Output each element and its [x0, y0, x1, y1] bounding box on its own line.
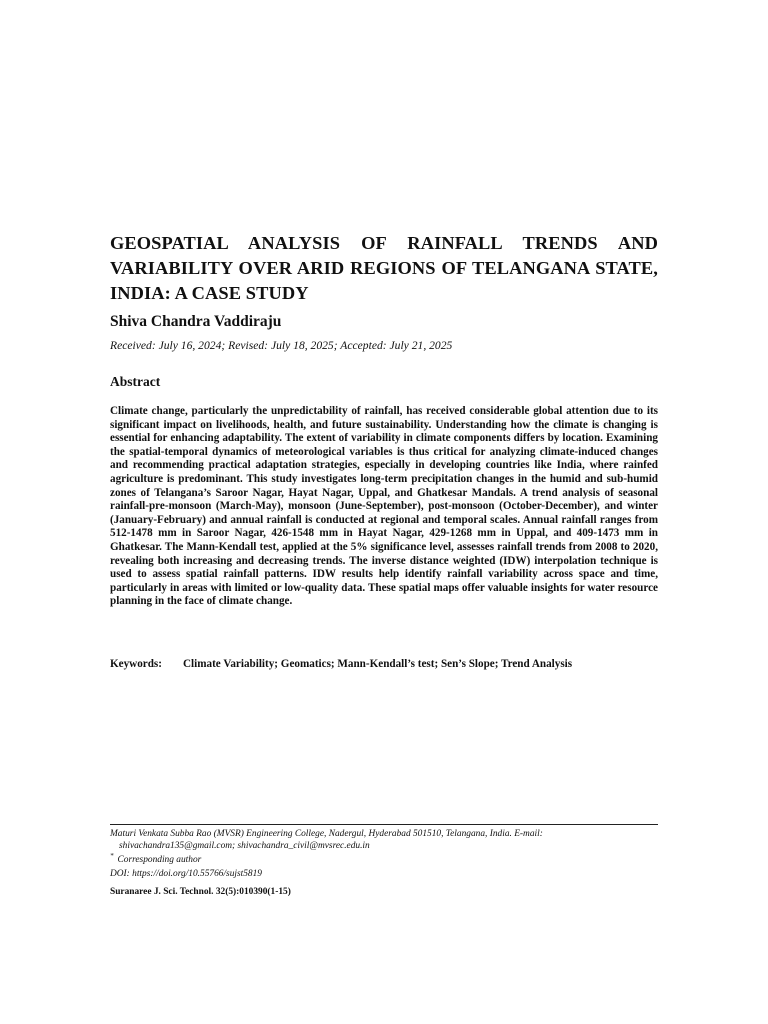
- author-name: Shiva Chandra Vaddiraju: [110, 313, 282, 330]
- keywords-label: Keywords:: [110, 658, 162, 670]
- corresponding-author-text: Corresponding author: [117, 855, 202, 866]
- footnote-divider: [110, 824, 658, 825]
- keywords-values: Climate Variability; Geomatics; Mann-Kendall’s test; Sen’s Slope; Trend Analysis: [183, 658, 573, 670]
- affiliation-text: Maturi Venkata Subba Rao (MVSR) Engineering College, Nadergul, Hyderabad 501510, Telangana, India. E-mail:: [110, 829, 543, 839]
- author-affiliation: [110, 828, 658, 852]
- abstract-heading: Abstract: [110, 374, 161, 389]
- corresponding-asterisk: *: [110, 852, 114, 860]
- publication-dates: Received: July 16, 2024; Revised: July 18, 2025; Accepted: July 21, 2025: [110, 339, 453, 352]
- corresponding-author-note: [110, 850, 201, 866]
- author-emails[interactable]: shivachandra135@gmail.com; shivachandra_civil@mvsrec.edu.in: [119, 841, 370, 851]
- abstract-body: Climate change, particularly the unpredictability of rainfall, has received considerable global attention due to its significant impact on livelihoods, health, and future sustainability. Understanding how the climate is changing is essential for enhancing adaptability. The extent of variability in climate components differs by location. Examining the spatial-temporal dynamics of meteorological variables is thus critical for analyzing climate-induced changes and recommending practical adaptation strategies, especially in developing countries like India, where rainfed agriculture is predominant. This study investigates long-term precipitation changes in the humid and sub-humid zones of Telangana’s Saroor Nagar, Hayat Nagar, Uppal, and Ghatkesar Mandals. A trend analysis of seasonal rainfall-pre-monsoon (March-May), monsoon (June-September), post-monsoon (October-December), and winter (January-February) and annual rainfall is conducted at regional and temporal scales. Annual rainfall ranges from 512-1478 mm in Saroor Nagar, 426-1548 mm in Hayat Nagar, 429-1268 mm in Uppal, and 409-1473 mm in Ghatkesar. The Mann-Kendall test, applied at the 5% significance level, assesses rainfall trends from 2008 to 2020, revealing both increasing and decreasing trends. The inverse distance weighted (IDW) interpolation technique is used to assess spatial rainfall patterns. IDW results help identify rainfall variability across space and time, particularly in areas with limited or low-quality data. These spatial maps offer valuable insights for water resource planning in the face of climate change.: [110, 405, 658, 608]
- journal-citation: Suranaree J. Sci. Technol. 32(5):010390(1-15): [110, 887, 291, 897]
- keywords-line: [110, 658, 572, 670]
- paper-page: [110, 0, 658, 1024]
- paper-title: GEOSPATIAL ANALYSIS OF RAINFALL TRENDS AND VARIABILITY OVER ARID REGIONS OF TELANGANA STATE, INDIA: A CASE STUDY: [110, 233, 658, 303]
- doi-link[interactable]: DOI: https://doi.org/10.55766/sujst5819: [110, 869, 262, 879]
